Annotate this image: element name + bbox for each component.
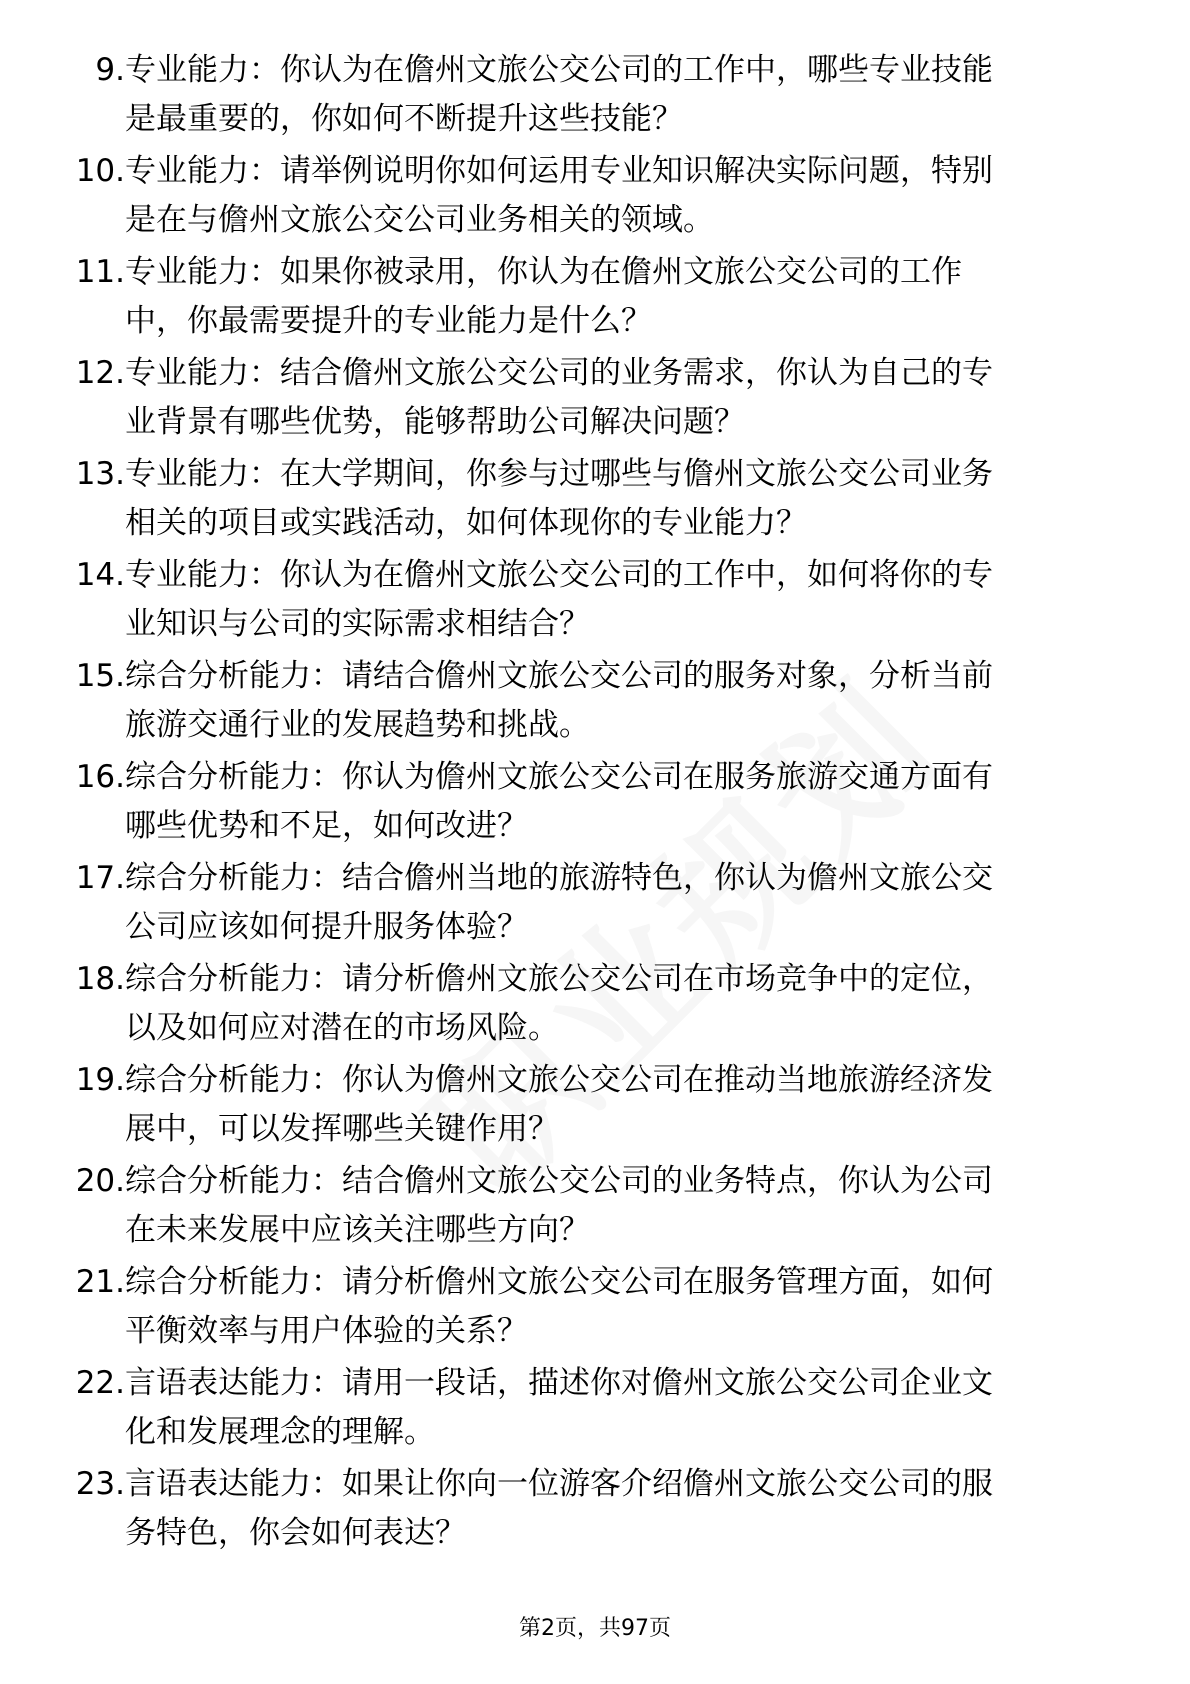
question-text-line: 言语表达能力：请用一段话，描述你对儋州文旅公交公司企业文: [125, 1365, 993, 1401]
list-item: [0, 147, 1190, 245]
list-item: [0, 1258, 1190, 1356]
question-text-line: 是在与儋州文旅公交公司业务相关的领域。: [125, 202, 714, 238]
question-text-line: 综合分析能力：你认为儋州文旅公交公司在服务旅游交通方面有: [125, 759, 993, 795]
question-text: [125, 955, 1115, 1053]
question-text-line: 中，你最需要提升的专业能力是什么？: [125, 303, 652, 339]
page-footer: 第2页，共97页: [519, 1616, 671, 1641]
question-text: [125, 1258, 1115, 1356]
question-text-line: 展中，可以发挥哪些关键作用？: [125, 1111, 559, 1147]
question-text-line: 哪些优势和不足，如何改进？: [125, 808, 528, 844]
question-text: [125, 854, 1115, 952]
question-number: 10.: [75, 153, 125, 189]
question-text-line: 专业能力：你认为在儋州文旅公交公司的工作中，如何将你的专: [125, 557, 993, 593]
list-item: [0, 652, 1190, 750]
list-item: [0, 248, 1190, 346]
question-number: 20.: [75, 1163, 125, 1199]
question-number: 11.: [75, 254, 125, 290]
question-text-line: 业知识与公司的实际需求相结合？: [125, 606, 590, 642]
question-text-line: 在未来发展中应该关注哪些方向？: [125, 1212, 590, 1248]
question-text-line: 综合分析能力：请结合儋州文旅公交公司的服务对象，分析当前: [125, 658, 993, 694]
question-text: [125, 652, 1115, 750]
question-number: 16.: [75, 759, 125, 795]
question-text-line: 综合分析能力：你认为儋州文旅公交公司在推动当地旅游经济发: [125, 1062, 993, 1098]
question-text-line: 专业能力：如果你被录用，你认为在儋州文旅公交公司的工作: [125, 254, 962, 290]
question-number: 19.: [75, 1062, 125, 1098]
question-text-line: 专业能力：在大学期间，你参与过哪些与儋州文旅公交公司业务: [125, 456, 993, 492]
question-text: [125, 147, 1115, 245]
question-number: 18.: [75, 961, 125, 997]
question-number: 13.: [75, 456, 125, 492]
question-text: [125, 248, 1115, 346]
question-text-line: 综合分析能力：请分析儋州文旅公交公司在市场竞争中的定位，: [125, 961, 993, 997]
question-text-line: 是最重要的，你如何不断提升这些技能？: [125, 101, 683, 137]
question-text-line: 业背景有哪些优势，能够帮助公司解决问题？: [125, 404, 745, 440]
list-item: [0, 1460, 1190, 1558]
question-text-line: 综合分析能力：结合儋州文旅公交公司的业务特点，你认为公司: [125, 1163, 993, 1199]
list-item: [0, 1359, 1190, 1457]
question-number: 17.: [75, 860, 125, 896]
list-item: [0, 46, 1190, 144]
question-number: 21.: [75, 1264, 125, 1300]
list-item: [0, 955, 1190, 1053]
question-number: 15.: [75, 658, 125, 694]
question-text: [125, 46, 1115, 144]
list-item: [0, 450, 1190, 548]
question-text: [125, 1359, 1115, 1457]
question-number: 22.: [75, 1365, 125, 1401]
question-number: 12.: [75, 355, 125, 391]
list-item: [0, 1157, 1190, 1255]
question-number: 14.: [75, 557, 125, 593]
question-text-line: 综合分析能力：结合儋州当地的旅游特色，你认为儋州文旅公交: [125, 860, 993, 896]
question-text: [125, 753, 1115, 851]
question-text-line: 专业能力：结合儋州文旅公交公司的业务需求，你认为自己的专: [125, 355, 993, 391]
question-text-line: 务特色，你会如何表达？: [125, 1515, 466, 1551]
list-item: [0, 854, 1190, 952]
question-text-line: 化和发展理念的理解。: [125, 1414, 435, 1450]
question-number: 23.: [75, 1466, 125, 1502]
question-text: [125, 1056, 1115, 1154]
question-list: [0, 46, 1190, 1561]
question-text: [125, 1460, 1115, 1558]
question-text-line: 以及如何应对潜在的市场风险。: [125, 1010, 559, 1046]
list-item: [0, 753, 1190, 851]
question-text: [125, 349, 1115, 447]
question-text-line: 专业能力：请举例说明你如何运用专业知识解决实际问题，特别: [125, 153, 993, 189]
question-text-line: 综合分析能力：请分析儋州文旅公交公司在服务管理方面，如何: [125, 1264, 993, 1300]
question-number: 9.: [95, 52, 125, 88]
question-text: [125, 1157, 1115, 1255]
question-text-line: 旅游交通行业的发展趋势和挑战。: [125, 707, 590, 743]
question-text-line: 公司应该如何提升服务体验？: [125, 909, 528, 945]
question-text-line: 相关的项目或实践活动，如何体现你的专业能力？: [125, 505, 807, 541]
list-item: [0, 349, 1190, 447]
list-item: [0, 1056, 1190, 1154]
question-text: [125, 551, 1115, 649]
question-text-line: 言语表达能力：如果让你向一位游客介绍儋州文旅公交公司的服: [125, 1466, 993, 1502]
question-text-line: 平衡效率与用户体验的关系？: [125, 1313, 528, 1349]
question-text: [125, 450, 1115, 548]
question-text-line: 专业能力：你认为在儋州文旅公交公司的工作中，哪些专业技能: [125, 52, 993, 88]
list-item: [0, 551, 1190, 649]
